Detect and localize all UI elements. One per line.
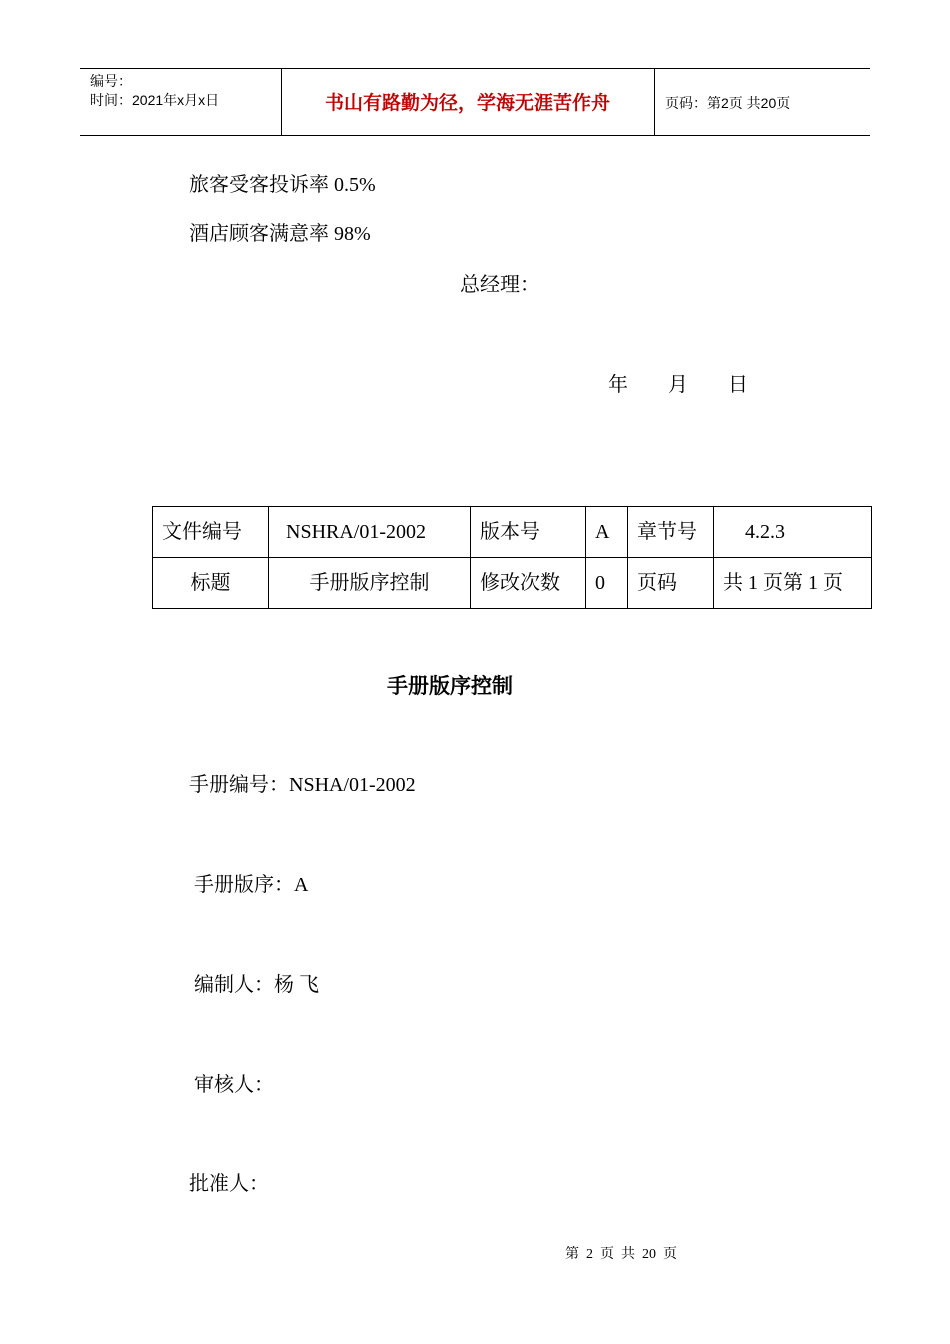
version-value: A [586, 507, 628, 558]
revision-label: 修改次数 [471, 558, 586, 609]
manual-version: 手册版序：A [194, 874, 309, 896]
signature-date: 年 月 日 [608, 374, 748, 396]
header-page-info: 页码：第2页 共20页 [665, 95, 791, 111]
file-number-label: 文件编号 [153, 507, 269, 558]
header-number-label: 编号： [90, 73, 132, 89]
header-middle-cell [281, 69, 655, 135]
header-table [80, 68, 870, 136]
file-number-value: NSHRA/01-2002 [269, 507, 471, 558]
metric-satisfaction-rate: 酒店顾客满意率 98% [189, 223, 371, 245]
manual-number: 手册编号：NSHA/01-2002 [189, 774, 416, 796]
page-footer: 第 2 页 共 20 页 [565, 1247, 677, 1262]
page-label: 页码 [628, 558, 714, 609]
header-time-label: 时间：2021年x月x日 [90, 92, 220, 108]
header-motto: 书山有路勤为径，学海无涯苦作舟 [324, 92, 610, 114]
section-label: 章节号 [628, 507, 714, 558]
table-row [153, 507, 872, 558]
section-value: 4.2.3 [714, 507, 872, 558]
general-manager-label: 总经理： [460, 274, 540, 296]
approver: 批准人： [189, 1173, 269, 1195]
revision-value: 0 [586, 558, 628, 609]
section-title: 手册版序控制 [387, 674, 513, 698]
title-value: 手册版序控制 [269, 558, 471, 609]
title-label: 标题 [153, 558, 269, 609]
header-left-cell [80, 69, 282, 135]
document-info-table [152, 506, 872, 609]
version-label: 版本号 [471, 507, 586, 558]
table-row [153, 558, 872, 609]
metric-complaint-rate: 旅客受客投诉率 0.5% [189, 174, 376, 196]
compiler: 编制人：杨 飞 [194, 974, 319, 996]
header-right-cell [655, 69, 870, 135]
page-value: 共 1 页第 1 页 [714, 558, 872, 609]
reviewer: 审核人： [194, 1074, 274, 1096]
